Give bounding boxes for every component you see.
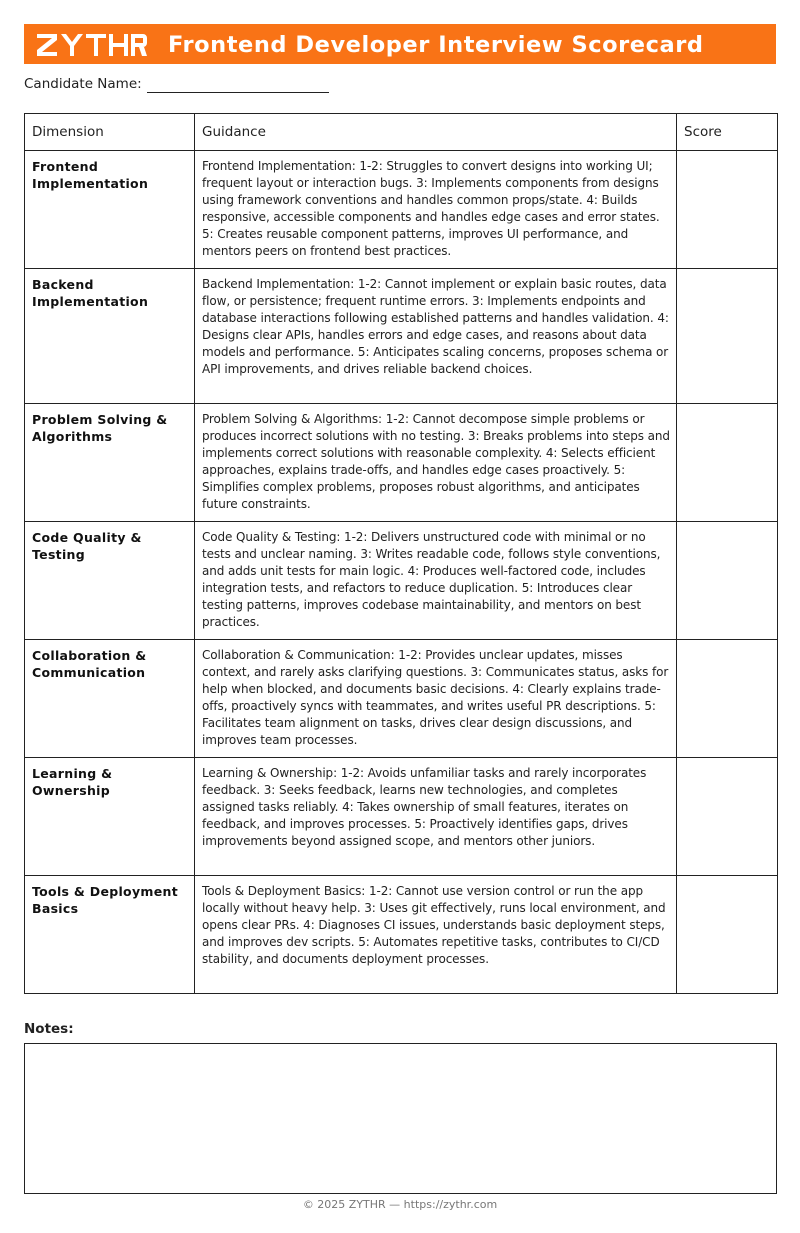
guidance-cell: Tools & Deployment Basics: 1-2: Cannot use version control or run the app locally without heavy help. 3: Uses git effectively, runs local environment, and opens clear PRs. 4: Diagnoses CI issues, understands basic deployment steps, and improves dev scripts. 5: Automates repetitive tasks, contributes to CI/CD stability, and documents deployment processes.: [195, 876, 677, 994]
zythr-logo: [35, 32, 147, 58]
table-row: [25, 876, 778, 994]
score-cell[interactable]: [677, 522, 778, 640]
guidance-cell: Frontend Implementation: 1-2: Struggles to convert designs into working UI; frequent layout or interaction bugs. 3: Implements components from designs using framework conventions and handles common props/state. 4: Builds responsive, accessible components and handles edge cases and error states. 5: Creates reusable component patterns, improves UI performance, and mentors peers on frontend best practices.: [195, 151, 677, 269]
score-cell[interactable]: [677, 151, 778, 269]
column-header-dimension: Dimension: [25, 114, 195, 151]
table-row: [25, 522, 778, 640]
table-row: [25, 758, 778, 876]
table-row: [25, 151, 778, 269]
column-header-score: Score: [677, 114, 778, 151]
guidance-cell: Collaboration & Communication: 1-2: Provides unclear updates, misses context, and rarely asks clarifying questions. 3: Communicates status, asks for help when blocked, and documents basic decisions. 4: Clearly explains trade-offs, proactively syncs with teammates, and writes useful PR descriptions. 5: Facilitates team alignment on tasks, drives clear design discussions, and improves team processes.: [195, 640, 677, 758]
candidate-name-label: Candidate Name:: [24, 76, 142, 92]
score-cell[interactable]: [677, 269, 778, 404]
score-cell[interactable]: [677, 640, 778, 758]
guidance-cell: Problem Solving & Algorithms: 1-2: Cannot decompose simple problems or produces incorrect solutions with no testing. 3: Breaks problems into steps and implements correct solutions with reasonable complexity. 4: Selects efficient approaches, explains trade-offs, and handles edge cases proactively. 5: Simplifies complex problems, proposes robust algorithms, and anticipates future constraints.: [195, 404, 677, 522]
candidate-name-field: [24, 76, 329, 96]
guidance-cell: Learning & Ownership: 1-2: Avoids unfamiliar tasks and rarely incorporates feedback. 3: Seeks feedback, learns new technologies, and completes assigned tasks reliably. 4: Takes ownership of small features, iterates on feedback, and improves processes. 5: Proactively identifies gaps, drives improvements beyond assigned scope, and mentors other juniors.: [195, 758, 677, 876]
dimension-cell: Problem Solving & Algorithms: [25, 404, 195, 522]
notes-label: Notes:: [24, 1021, 74, 1037]
dimension-cell: Tools & Deployment Basics: [25, 876, 195, 994]
dimension-cell: Code Quality & Testing: [25, 522, 195, 640]
score-cell[interactable]: [677, 404, 778, 522]
scorecard-table: [24, 113, 778, 994]
score-cell[interactable]: [677, 758, 778, 876]
dimension-cell: Collaboration & Communication: [25, 640, 195, 758]
guidance-cell: Code Quality & Testing: 1-2: Delivers unstructured code with minimal or no tests and unclear naming. 3: Writes readable code, follows style conventions, and adds unit tests for main logic. 4: Produces well-factored code, includes integration tests, and refactors to reduce duplication. 5: Introduces clear testing patterns, improves codebase maintainability, and mentors on best practices.: [195, 522, 677, 640]
table-header-row: [25, 114, 778, 151]
candidate-name-line[interactable]: [147, 76, 329, 93]
table-row: [25, 640, 778, 758]
page-title: Frontend Developer Interview Scorecard: [168, 32, 704, 58]
notes-box[interactable]: [24, 1043, 777, 1194]
dimension-cell: Backend Implementation: [25, 269, 195, 404]
svg-text:ZYTHR: ZYTHR: [35, 32, 39, 33]
column-header-guidance: Guidance: [195, 114, 677, 151]
score-cell[interactable]: [677, 876, 778, 994]
page-header: [24, 24, 776, 64]
footer-copyright: © 2025 ZYTHR — https://zythr.com: [302, 1198, 498, 1211]
table-row: [25, 404, 778, 522]
guidance-cell: Backend Implementation: 1-2: Cannot implement or explain basic routes, data flow, or persistence; frequent runtime errors. 3: Implements endpoints and database interactions following established patterns and handles validation. 4: Designs clear APIs, handles errors and edge cases, and reasons about data models and performance. 5: Anticipates scaling concerns, proposes schema or API improvements, and drives reliable backend choices.: [195, 269, 677, 404]
dimension-cell: Learning & Ownership: [25, 758, 195, 876]
dimension-cell: Frontend Implementation: [25, 151, 195, 269]
table-row: [25, 269, 778, 404]
